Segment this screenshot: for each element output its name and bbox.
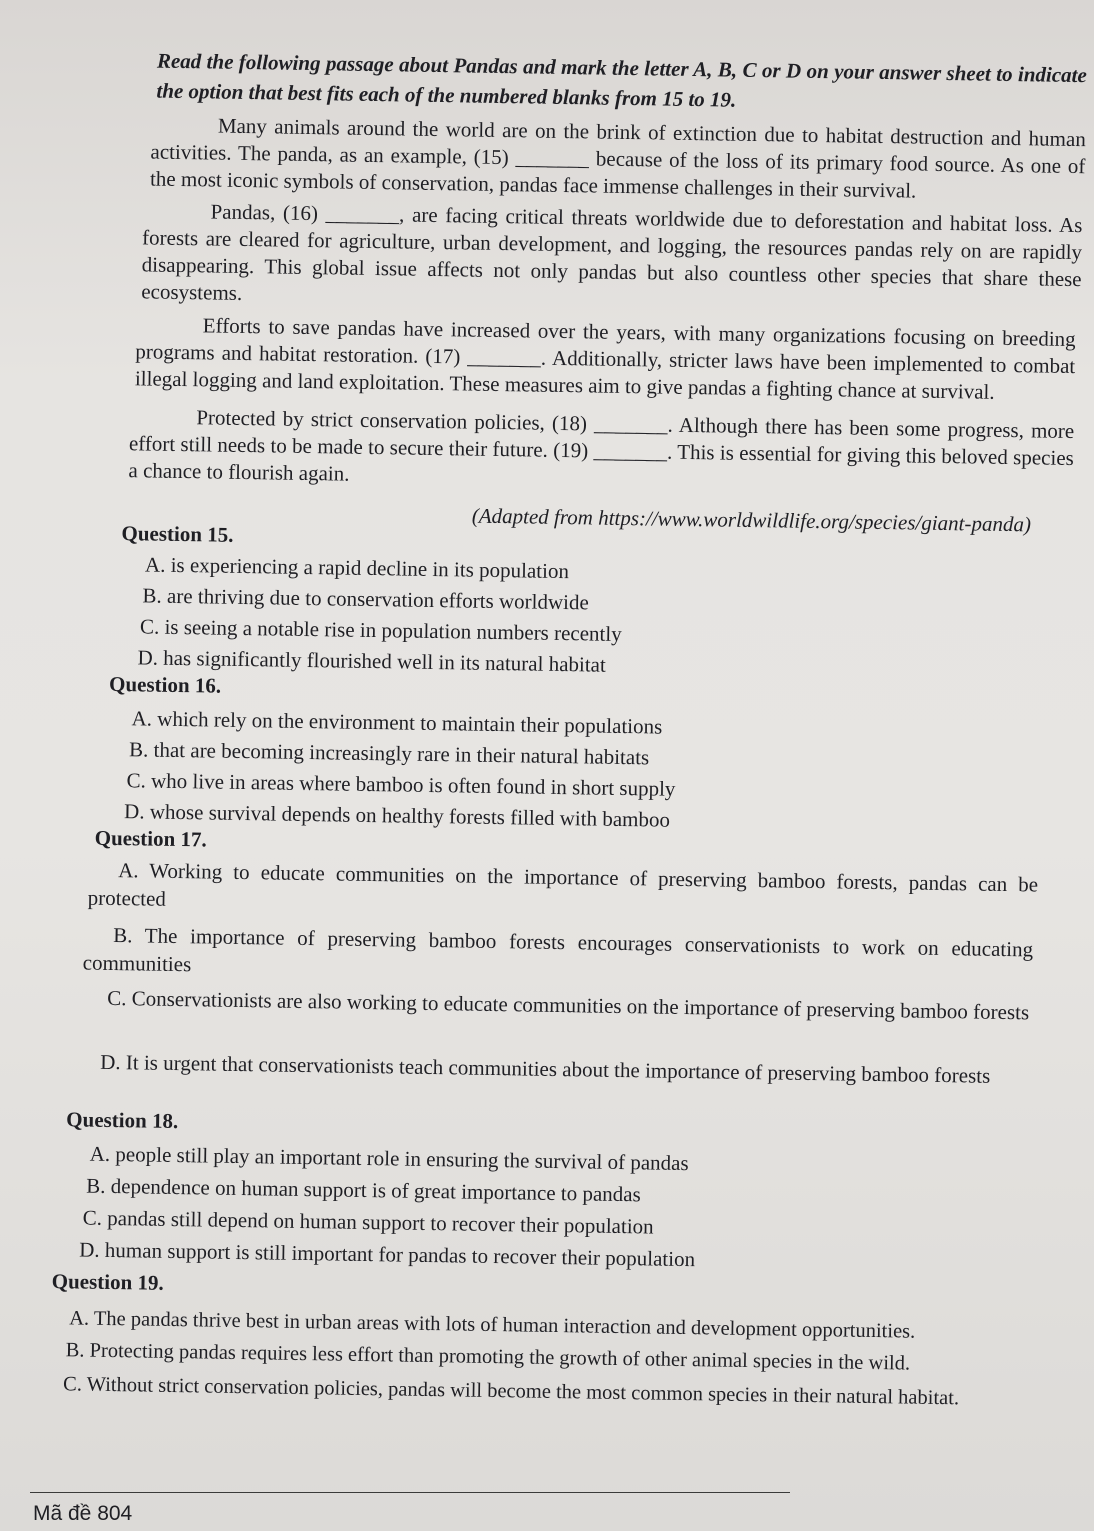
question-15-option-a[interactable]: A. is experiencing a rapid decline in its population (144, 552, 570, 584)
question-17-option-b[interactable]: B. The importance of preserving bamboo forests encourages conservationists to work on educating communities (82, 923, 1034, 977)
passage-paragraph-4: Protected by strict conservation policies, (18) _______. Although there has been some progress, more effort still needs to be made to secure their future. (19) _______. This is essential for giving this beloved species a chance to flourish again. (128, 405, 1075, 486)
question-16-option-b[interactable]: B. that are becoming increasingly rare in their natural habitats (128, 737, 650, 770)
question-16-option-d[interactable]: D. whose survival depends on healthy forests filled with bamboo (123, 799, 671, 832)
passage-paragraph-3: Efforts to save pandas have increased over the years, with many organizations focusing on breeding programs and habitat restoration. (17) _______. Additionally, stricter laws have been implemented to combat illegal logging and land exploitation. These measures aim to give pandas a fighting chance at survival. (134, 313, 1076, 404)
question-18-option-a[interactable]: A. people still play an important role in ensuring the survival of pandas (89, 1141, 689, 1176)
question-15-option-d[interactable]: D. has significantly flourished well in its natural habitat (137, 645, 607, 677)
question-15-option-c[interactable]: C. is seeing a notable rise in population numbers recently (139, 614, 622, 646)
question-17-option-a[interactable]: A. Working to educate communities on the importance of preserving bamboo forests, pandas can be protected (87, 858, 1039, 911)
question-18-label: Question 18. (66, 1107, 179, 1134)
instructions: Read the following passage about Pandas and mark the letter A, B, C or D on your answer sheet to indicate the option that best fits each of the numbered blanks from 15 to 19. (156, 48, 1088, 112)
footer-divider (30, 1492, 790, 1493)
question-19-option-a[interactable]: A. The pandas thrive best in urban areas with lots of human interaction and development opportunities. (68, 1307, 916, 1343)
exam-code: Mã đề 804 (33, 1502, 133, 1525)
question-17-option-c[interactable]: C. Conservationists are also working to educate communities on the importance of preserving bamboo forests (107, 985, 1030, 1025)
question-16-label: Question 16. (108, 671, 222, 698)
question-15-option-b[interactable]: B. are thriving due to conservation efforts worldwide (142, 583, 590, 615)
question-18-option-b[interactable]: B. dependence on human support is of great importance to pandas (86, 1173, 641, 1207)
passage-paragraph-2: Pandas, (16) _______, are facing critical threats worldwide due to deforestation and habitat loss. As forests are cleared for agriculture, urban development, and logging, the resources pandas rely on are rapidly disappearing. This global issue affects not only pandas but also countless other species that share these ecosystems. (141, 199, 1083, 305)
question-18-option-d[interactable]: D. human support is still important for pandas to recover their population (79, 1237, 696, 1272)
question-19-label: Question 19. (51, 1269, 164, 1295)
passage-source: (Adapted from https://www.worldwildlife.org/species/giant-panda) (471, 503, 1032, 537)
question-16-option-c[interactable]: C. who live in areas where bamboo is often found in short supply (126, 768, 676, 801)
question-15-label: Question 15. (121, 521, 234, 547)
question-17-label: Question 17. (94, 825, 207, 852)
question-18-option-c[interactable]: C. pandas still depend on human support to recover their population (82, 1205, 654, 1239)
question-17-option-d[interactable]: D. It is urgent that conservationists teach communities about the importance of preserving bamboo forests (100, 1049, 991, 1088)
passage-paragraph-1: Many animals around the world are on the brink of extinction due to habitat destruction and human activities. The panda, as an example, (15) _______ because of the loss of its primary food source. As one of the most iconic symbols of conservation, pandas face immense challenges in their survival. (149, 113, 1087, 203)
question-19-option-c[interactable]: C. Without strict conservation policies, pandas will become the most common species in their natural habitat. (62, 1373, 960, 1410)
question-19-option-b[interactable]: B. Protecting pandas requires less effort than promoting the growth of other animal species in the wild. (65, 1339, 911, 1375)
question-16-option-a[interactable]: A. which rely on the environment to maintain their populations (131, 706, 663, 739)
